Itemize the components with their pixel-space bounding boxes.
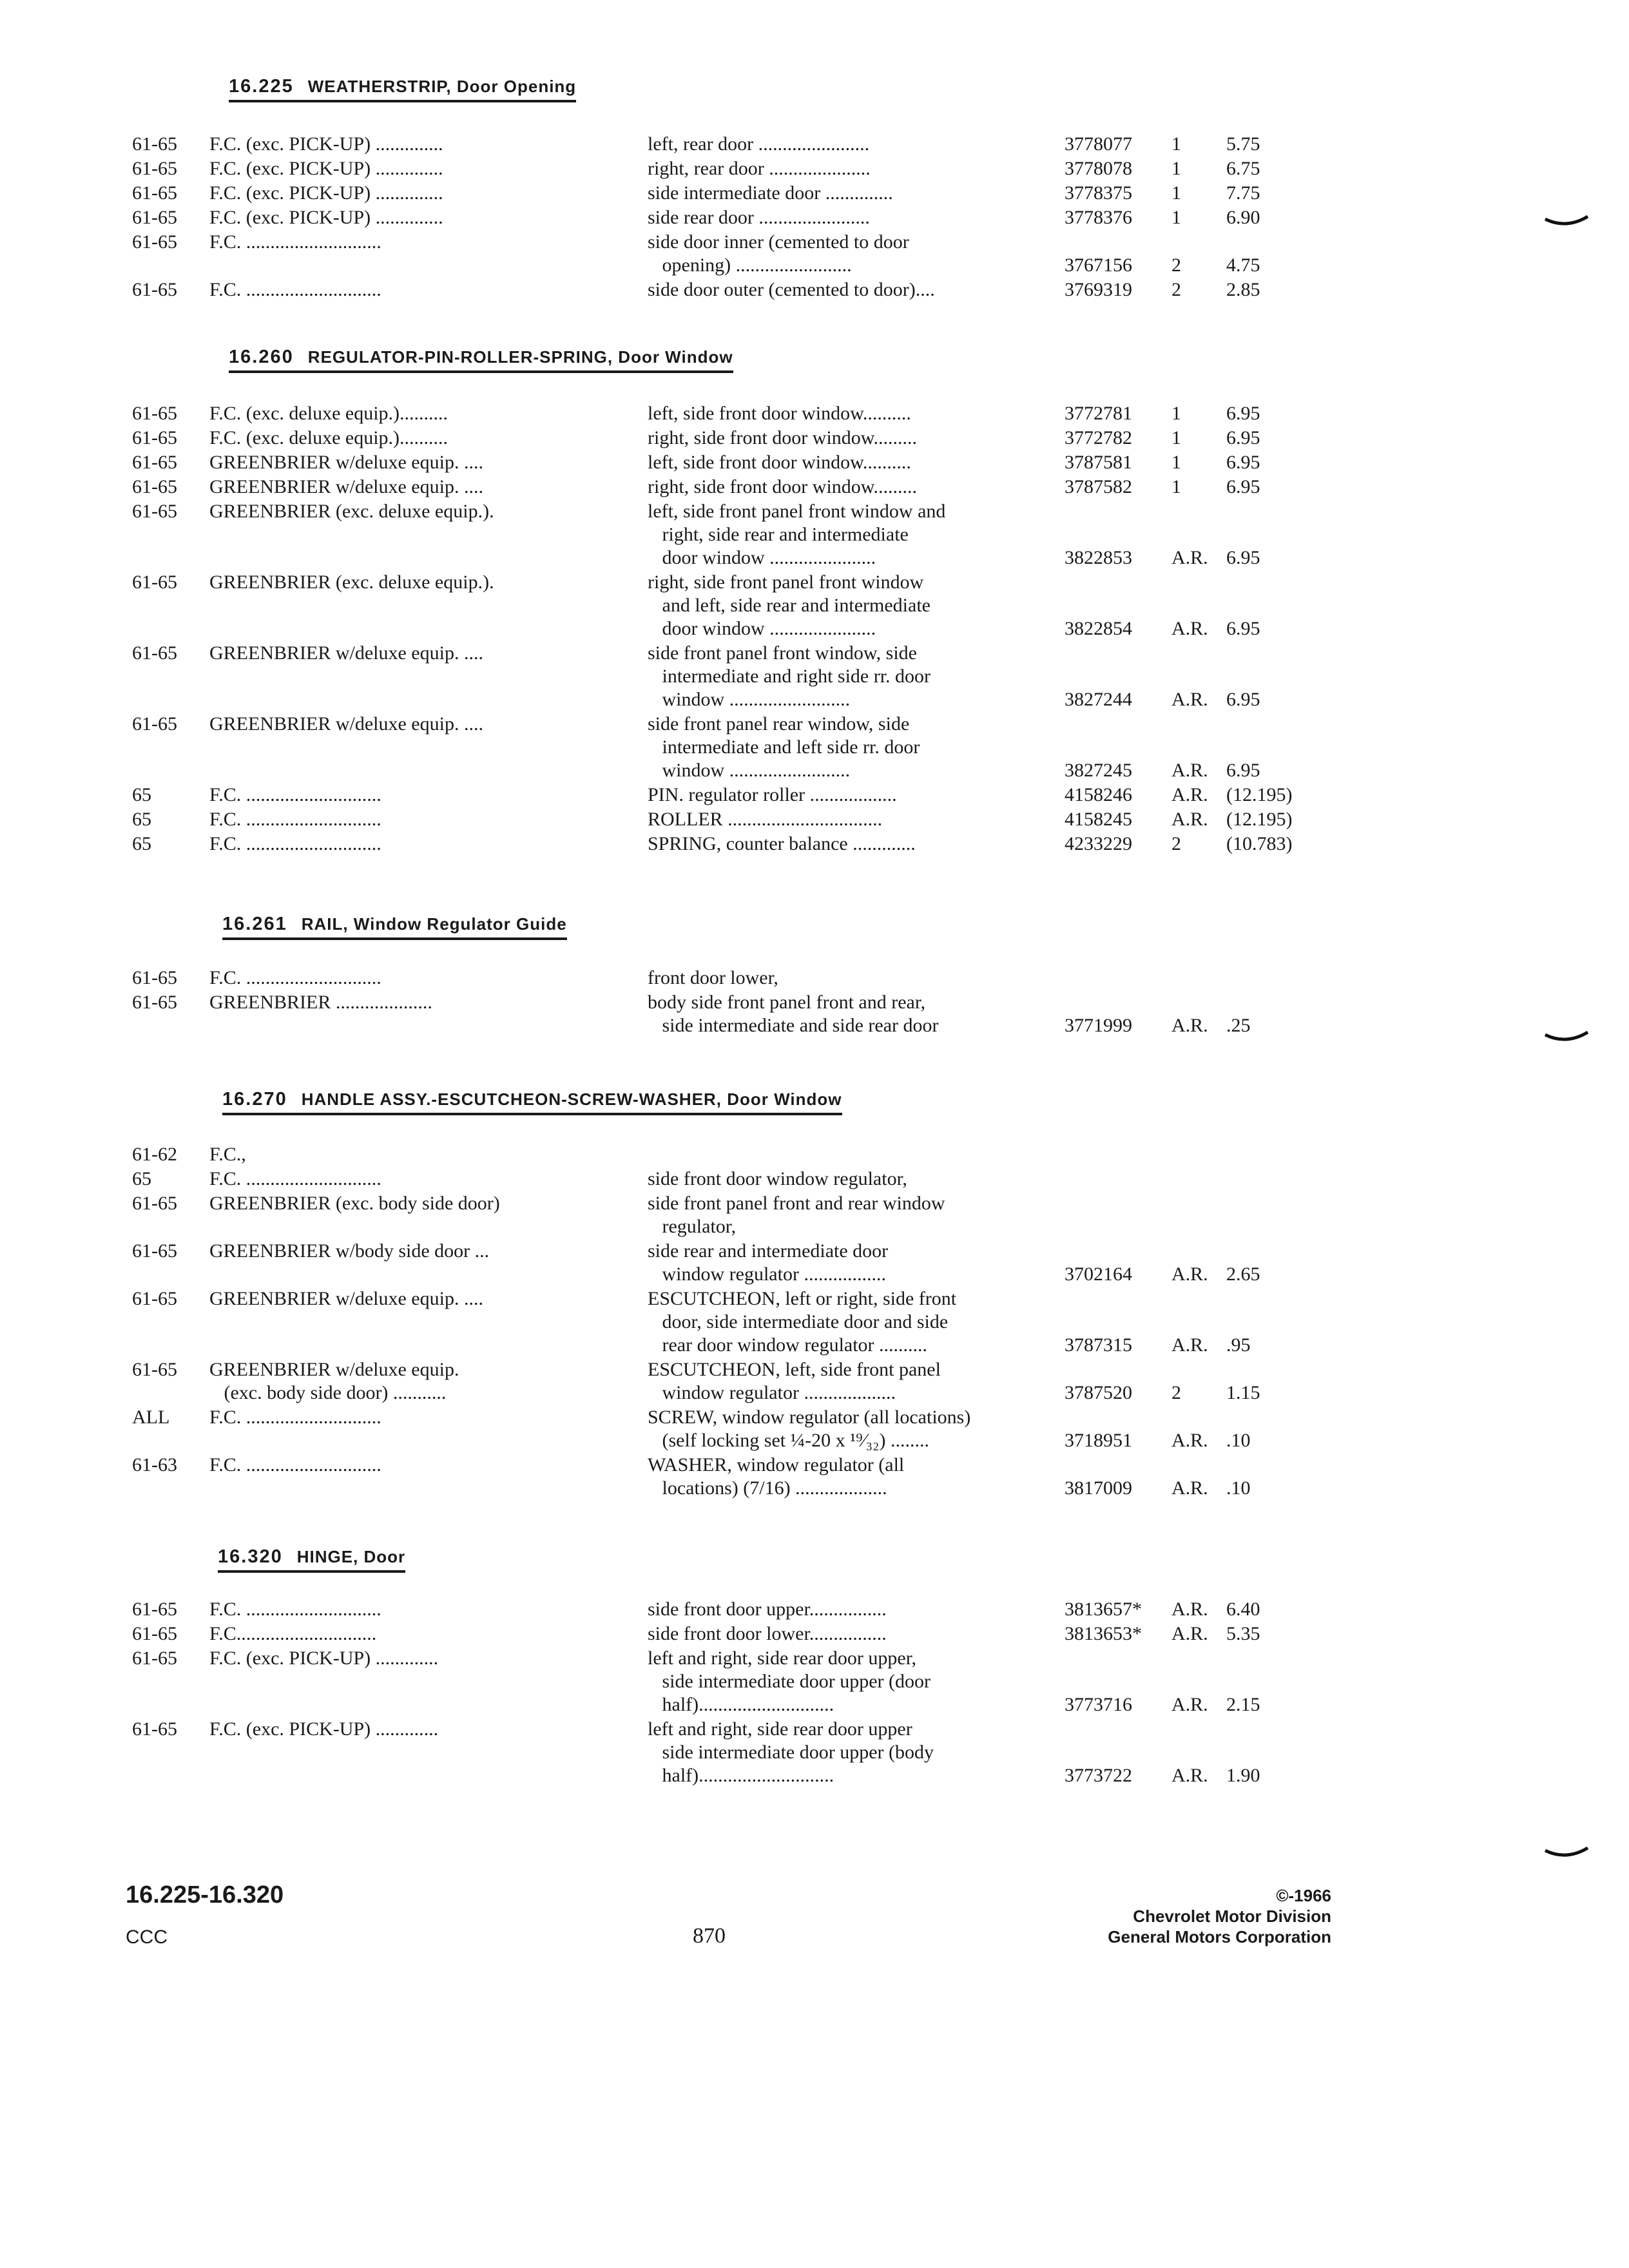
part-number: 4233229 [1065,833,1132,854]
model-years: 65 [132,1168,151,1189]
part-description: window ......................... [648,689,851,710]
part-description: left and right, side rear door upper, [648,1648,916,1669]
table-row [0,1143,1629,1168]
part-description: ROLLER ................................ [648,809,883,830]
list-price: 6.95 [1226,618,1260,639]
part-description: left, side front door window.......... [648,452,911,473]
application: F.C. (exc. PICK-UP) ............. [209,1648,439,1669]
quantity: A.R. [1171,1765,1208,1786]
table-row [0,1406,1629,1454]
part-description: right, side front panel front window [648,572,924,593]
table-row [0,808,1629,832]
part-description: side rear door ....................... [648,207,870,228]
model-years: 65 [132,784,151,805]
model-years: 61-65 [132,1648,177,1669]
application: F.C. ............................ [209,809,381,830]
application: F.C. ............................ [209,1454,381,1475]
part-number: 3822854 [1065,618,1132,639]
list-price: 1.15 [1226,1382,1260,1403]
part-description: right, side rear and intermediate [648,524,909,545]
quantity: A.R. [1171,809,1208,830]
part-description: left and right, side rear door upper [648,1718,912,1740]
application: F.C. (exc. PICK-UP) .............. [209,133,443,155]
division-name: Chevrolet Motor Division [1133,1907,1331,1926]
application: F.C. ............................ [209,833,381,854]
part-number: 3787315 [1065,1334,1132,1356]
section-name: WEATHERSTRIP, Door Opening [307,77,577,96]
part-number: 3813657* [1065,1599,1142,1620]
copyright-year: ©-1966 [1276,1886,1331,1905]
part-description: PIN. regulator roller .................. [648,784,897,805]
model-years: 61-65 [132,572,177,593]
model-years: 61-62 [132,1144,177,1165]
parts-table [0,1143,1629,1501]
model-years: 61-65 [132,476,177,497]
application: GREENBRIER w/deluxe equip. .... [209,452,483,473]
quantity: A.R. [1171,784,1208,805]
quantity: 1 [1171,403,1181,424]
list-price: 1.90 [1226,1765,1260,1786]
application: GREENBRIER (exc. body side door) [209,1193,500,1214]
list-price: 6.95 [1226,476,1260,497]
table-row [0,1718,1629,1789]
section-number: 16.261 [222,914,287,934]
section-title [218,1546,405,1573]
part-number: 3767156 [1065,255,1132,276]
quantity: A.R. [1171,1430,1208,1451]
part-description: and left, side rear and intermediate [648,595,930,616]
part-description: side rear and intermediate door [648,1240,889,1262]
part-description: intermediate and left side rr. door [648,736,920,758]
part-number: 3769319 [1065,279,1132,300]
table-row [0,1454,1629,1501]
model-years: 61-63 [132,1454,177,1475]
application: GREENBRIER w/deluxe equip. .... [209,1288,483,1309]
application: GREENBRIER (exc. deluxe equip.). [209,501,494,522]
model-years: 61-65 [132,182,177,204]
part-description: opening) ........................ [648,255,852,276]
section-title [222,1089,842,1115]
corporation-name: General Motors Corporation [1108,1927,1331,1946]
list-price: 5.35 [1226,1623,1260,1644]
part-description: side front panel front and rear window [648,1193,945,1214]
application: F.C. ............................ [209,1407,381,1428]
table-row [0,133,1629,157]
part-number: 3817009 [1065,1477,1132,1499]
binding-mark-icon [1544,215,1589,227]
application: GREENBRIER (exc. deluxe equip.). [209,572,494,593]
list-price: 4.75 [1226,255,1260,276]
model-years: 61-65 [132,427,177,448]
part-description: window regulator ................... [648,1382,896,1403]
part-description: ESCUTCHEON, left or right, side front [648,1288,957,1309]
part-number: 3778077 [1065,133,1132,155]
model-years: 61-65 [132,231,177,253]
quantity: A.R. [1171,1623,1208,1644]
part-number: 3778375 [1065,182,1132,204]
list-price: 6.75 [1226,158,1260,179]
table-row [0,427,1629,451]
application: F.C. (exc. PICK-UP) .............. [209,182,443,204]
quantity: A.R. [1171,1264,1208,1285]
part-description: WASHER, window regulator (all [648,1454,905,1475]
application: F.C., [209,1144,246,1165]
part-description: side front panel front window, side [648,642,917,664]
section-name: HINGE, Door [296,1547,406,1566]
application: F.C. (exc. PICK-UP) .............. [209,158,443,179]
binding-mark-icon [1544,1031,1589,1043]
section-name: REGULATOR-PIN-ROLLER-SPRING, Door Window [307,347,733,367]
part-description: SCREW, window regulator (all locations) [648,1407,971,1428]
quantity: 1 [1171,133,1181,155]
part-description: front door lower, [648,967,778,988]
table-row [0,713,1629,783]
list-price: .10 [1226,1430,1251,1451]
list-price: 7.75 [1226,182,1260,204]
table-row [0,1622,1629,1647]
table-row [0,206,1629,231]
list-price: (10.783) [1226,833,1293,854]
quantity: 2 [1171,255,1181,276]
list-price: 6.95 [1226,403,1260,424]
model-years: 61-65 [132,403,177,424]
application: F.C. ............................ [209,279,381,300]
part-description: side intermediate door upper (door [648,1671,931,1692]
application: GREENBRIER w/deluxe equip. .... [209,476,483,497]
table-row [0,1647,1629,1718]
application: F.C. ............................ [209,1599,381,1620]
parts-table [0,402,1629,857]
quantity: A.R. [1171,1599,1208,1620]
list-price: 6.90 [1226,207,1260,228]
part-description: (self locking set ¼-20 x ¹⁹⁄₃₂) ........ [648,1430,929,1451]
model-years: 61-65 [132,452,177,473]
list-price: 2.85 [1226,279,1260,300]
list-price: 2.15 [1226,1694,1260,1715]
part-description: side front door upper................ [648,1599,887,1620]
model-years: 65 [132,833,151,854]
part-description: right, side front door window......... [648,476,918,497]
part-number: 3773716 [1065,1694,1132,1715]
application: F.C. (exc. PICK-UP) ............. [209,1718,439,1740]
table-row [0,182,1629,206]
table-row [0,1240,1629,1287]
quantity: 1 [1171,427,1181,448]
part-description: rear door window regulator .......... [648,1334,928,1356]
section-number: 16.260 [229,347,294,367]
table-row [0,278,1629,303]
section-number: 16.225 [229,76,294,97]
part-description: body side front panel front and rear, [648,992,926,1013]
parts-table [0,1598,1629,1789]
part-number: 3772781 [1065,403,1132,424]
part-number: 3778376 [1065,207,1132,228]
part-description: side door inner (cemented to door [648,231,909,253]
list-price: (12.195) [1226,784,1293,805]
model-years: 61-65 [132,501,177,522]
section-title [229,347,733,373]
part-description: left, side front door window.......... [648,403,911,424]
application: F.C. ............................ [209,1168,381,1189]
part-description: side front panel rear window, side [648,713,910,735]
model-years: 61-65 [132,967,177,988]
application: GREENBRIER w/deluxe equip. [209,1359,459,1380]
part-description: ESCUTCHEON, left, side front panel [648,1359,941,1380]
table-row [0,991,1629,1039]
part-description: SPRING, counter balance ............. [648,833,916,854]
quantity: 2 [1171,833,1181,854]
table-row [0,451,1629,476]
table-row [0,157,1629,182]
list-price: .25 [1226,1015,1251,1036]
binding-mark-icon [1544,1847,1589,1858]
table-row [0,1168,1629,1192]
model-years: 61-65 [132,1599,177,1620]
list-price: .95 [1226,1334,1251,1356]
part-description: right, side front door window......... [648,427,918,448]
application: F.C. (exc. deluxe equip.).......... [209,403,448,424]
model-years: 61-65 [132,642,177,664]
table-row [0,402,1629,427]
part-description: side door outer (cemented to door).... [648,279,935,300]
section-range: 16.225-16.320 [126,1881,284,1908]
part-number: 3771999 [1065,1015,1132,1036]
model-years: 61-65 [132,1718,177,1740]
model-years: 61-65 [132,1288,177,1309]
part-description: intermediate and right side rr. door [648,666,931,687]
model-years: ALL [132,1407,170,1428]
model-years: 65 [132,809,151,830]
list-price: 2.65 [1226,1264,1260,1285]
part-description: half)............................ [648,1765,834,1786]
list-price: 6.95 [1226,452,1260,473]
table-row [0,1192,1629,1240]
model-years: 61-65 [132,1193,177,1214]
list-price: 5.75 [1226,133,1260,155]
part-description: window regulator ................. [648,1264,886,1285]
list-price: 6.95 [1226,689,1260,710]
part-description: left, side front panel front window and [648,501,946,522]
model-years: 61-65 [132,713,177,735]
part-description: side front door window regulator, [648,1168,907,1189]
part-description: half)............................ [648,1694,834,1715]
part-description: side intermediate door upper (body [648,1742,934,1763]
part-description: door window ...................... [648,547,876,568]
application: F.C. (exc. PICK-UP) .............. [209,207,443,228]
part-description: right, rear door ..................... [648,158,871,179]
quantity: A.R. [1171,689,1208,710]
part-description: locations) (7/16) ................... [648,1477,887,1499]
part-number: 3702164 [1065,1264,1132,1285]
table-row [0,1287,1629,1358]
application: F.C. ............................ [209,967,381,988]
model-years: 61-65 [132,992,177,1013]
table-row [0,231,1629,278]
model-years: 61-65 [132,1623,177,1644]
application: GREENBRIER .................... [209,992,432,1013]
table-row [0,1598,1629,1622]
application-continued: (exc. body side door) ........... [209,1382,447,1403]
parts-table [0,966,1629,1039]
part-description: window ......................... [648,760,851,781]
list-price: 6.95 [1226,760,1260,781]
quantity: A.R. [1171,1015,1208,1036]
part-number: 3773722 [1065,1765,1132,1786]
copyright-block [1108,1885,1331,1947]
part-number: 4158246 [1065,784,1132,805]
parts-table [0,133,1629,303]
table-row [0,966,1629,991]
quantity: A.R. [1171,618,1208,639]
part-number: 3827244 [1065,689,1132,710]
list-price: (12.195) [1226,809,1293,830]
model-years: 61-65 [132,1240,177,1262]
table-row [0,783,1629,808]
model-years: 61-65 [132,279,177,300]
list-price: .10 [1226,1477,1251,1499]
list-price: 6.95 [1226,547,1260,568]
application: GREENBRIER w/deluxe equip. .... [209,642,483,664]
quantity: 2 [1171,1382,1181,1403]
model-years: 61-65 [132,207,177,228]
table-row [0,476,1629,500]
quantity: 1 [1171,182,1181,204]
quantity: A.R. [1171,547,1208,568]
table-row [0,832,1629,857]
list-price: 6.95 [1226,427,1260,448]
quantity: A.R. [1171,1477,1208,1499]
part-description: side intermediate and side rear door [648,1015,939,1036]
part-number: 3787581 [1065,452,1132,473]
model-years: 61-65 [132,1359,177,1380]
section-name: RAIL, Window Regulator Guide [301,914,567,934]
part-number: 3787520 [1065,1382,1132,1403]
table-row [0,571,1629,642]
application: F.C. ............................ [209,231,381,253]
section-number: 16.320 [218,1546,283,1567]
part-number: 3778078 [1065,158,1132,179]
part-number: 3718951 [1065,1430,1132,1451]
part-number: 3772782 [1065,427,1132,448]
application: GREENBRIER w/deluxe equip. .... [209,713,483,735]
list-price: 6.40 [1226,1599,1260,1620]
application: F.C. (exc. deluxe equip.).......... [209,427,448,448]
part-number: 3813653* [1065,1623,1142,1644]
application: F.C............................. [209,1623,377,1644]
section-name: HANDLE ASSY.-ESCUTCHEON-SCREW-WASHER, Door Window [301,1090,842,1109]
quantity: 2 [1171,279,1181,300]
part-number: 3787582 [1065,476,1132,497]
part-number: 3822853 [1065,547,1132,568]
part-number: 4158245 [1065,809,1132,830]
quantity: 1 [1171,158,1181,179]
quantity: A.R. [1171,1694,1208,1715]
quantity: 1 [1171,207,1181,228]
part-description: door window ...................... [648,618,876,639]
section-title [229,76,576,102]
part-number: 3827245 [1065,760,1132,781]
section-title [222,914,567,940]
quantity: A.R. [1171,760,1208,781]
part-description: side front door lower................ [648,1623,887,1644]
quantity: 1 [1171,452,1181,473]
catalog-code: CCC [126,1927,168,1948]
table-row [0,642,1629,713]
part-description: left, rear door ....................... [648,133,870,155]
model-years: 61-65 [132,158,177,179]
model-years: 61-65 [132,133,177,155]
quantity: 1 [1171,476,1181,497]
quantity: A.R. [1171,1334,1208,1356]
page-number: 870 [693,1924,726,1948]
application: GREENBRIER w/body side door ... [209,1240,490,1262]
part-description: door, side intermediate door and side [648,1311,949,1332]
part-description: side intermediate door .............. [648,182,893,204]
section-number: 16.270 [222,1089,287,1110]
application: F.C. ............................ [209,784,381,805]
table-row [0,1358,1629,1406]
part-description: regulator, [648,1216,737,1237]
table-row [0,500,1629,571]
